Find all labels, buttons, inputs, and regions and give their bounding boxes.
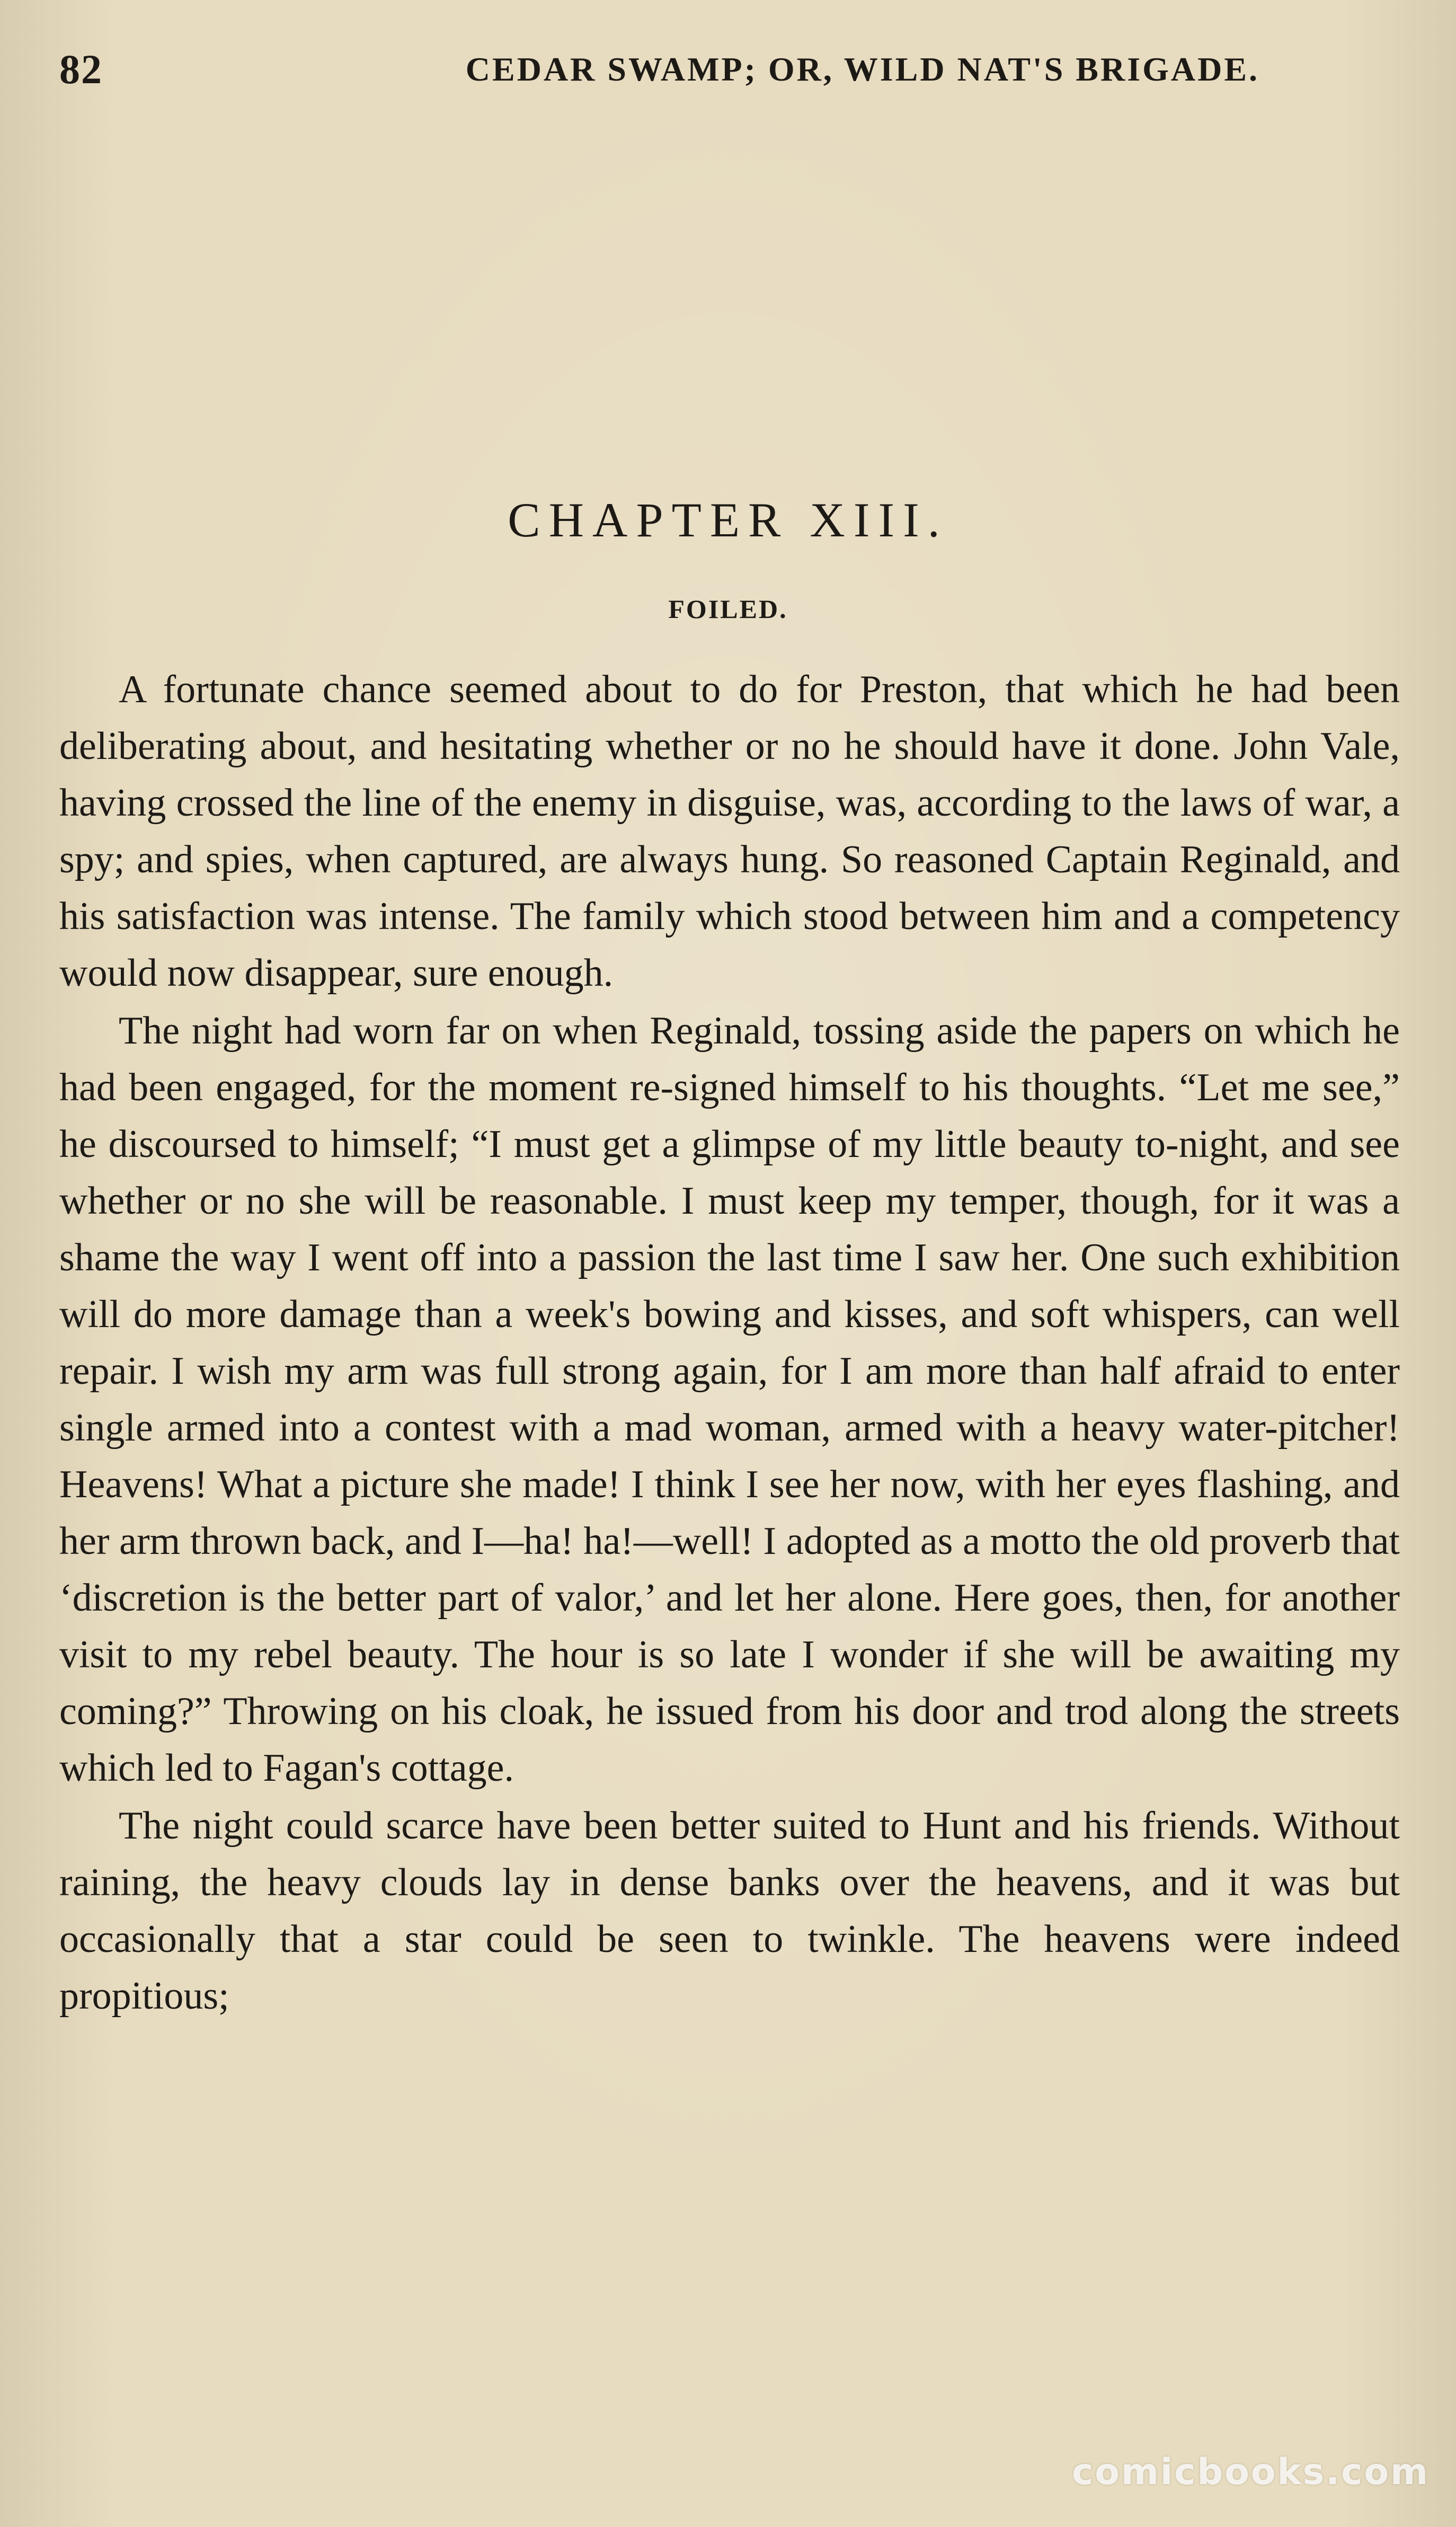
chapter-title: CHAPTER XIII. [508, 493, 948, 547]
running-title: CEDAR SWAMP; OR, WILD NAT'S BRIGADE. [465, 50, 1259, 88]
paragraph-2: The night had worn far on when Reginald, tossing aside the papers on which he had been engaged, for the moment re-signed himself to his thoughts. “Let me see,” he discoursed to himself; “I must get a glimpse of my little beauty to-night, and see whether or no she will be reasonable. I must keep my temper, though, for it was a shame the way I went off into a passion the last time I saw her. One such exhibition will do more damage than a week's bowing and kisses, and soft whispers, can well repair. I wish my arm was full strong again, for I am more than half afraid to enter single armed into a contest with a mad woman, armed with a heavy water-pitcher! Heavens! What a picture she made! I think I see her now, with her eyes flashing, and her arm thrown back, and I—ha! ha!—well! I adopted as a motto the old proverb that ‘discretion is the better part of valor,’ and let her alone. Here goes, then, for another visit to my rebel beauty. The hour is so late I wonder if she will be awaiting my coming?” Throwing on his cloak, he issued from his door and trod along the streets which led to Fagan's cottage. [59, 1009, 1400, 1790]
paragraph-3: The night could scarce have been better suited to Hunt and his friends. Without raining, the heavy clouds lay in dense banks over the heavens, and it was but occasionally that a star could be seen to twinkle. The heavens were indeed propitious; [59, 1804, 1400, 2018]
watermark-logo: comicbooks.com [1071, 2451, 1430, 2493]
body-text [59, 661, 1400, 2025]
page-number: 82 [59, 46, 103, 92]
paragraph-1: A fortunate chance seemed about to do for Preston, that which he had been deliberating about, and hesitating whether or no he should have it done. John Vale, having crossed the line of the enemy in disguise, was, according to the laws of war, a spy; and spies, when captured, are always hung. So reasoned Captain Reginald, and his satisfaction was intense. The family which stood between him and a competency would now disappear, sure enough. [59, 668, 1400, 995]
running-head [59, 46, 1395, 93]
chapter-subtitle: FOILED. [668, 594, 788, 624]
